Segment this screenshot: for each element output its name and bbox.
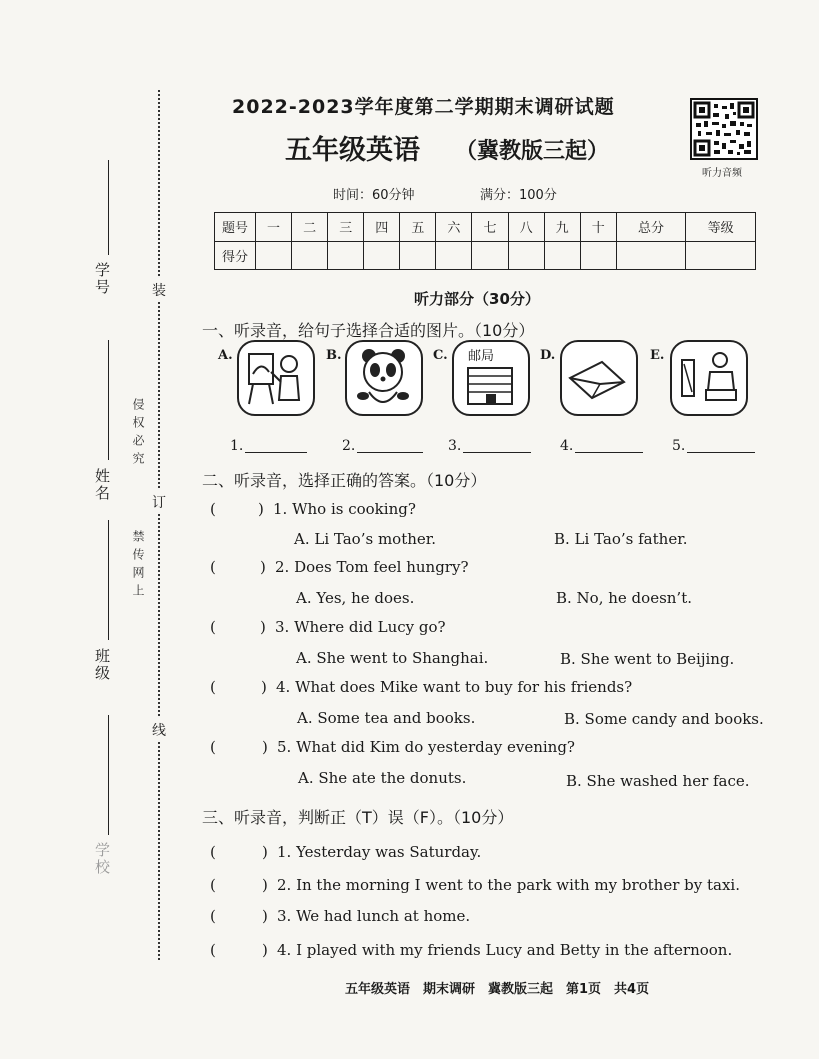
answer-paren-open[interactable]: ( <box>210 558 216 576</box>
table-cell: 八 <box>508 213 544 242</box>
score-input-cell[interactable] <box>400 241 436 270</box>
picture-letter: B. <box>326 348 342 363</box>
class-label: 班级 <box>93 648 111 682</box>
envelope-icon <box>560 340 638 416</box>
score-input-cell[interactable] <box>508 241 544 270</box>
answer-paren-close: ) <box>262 738 268 756</box>
answer-paren-close: ) <box>262 843 268 861</box>
qr-code-icon[interactable] <box>690 98 758 160</box>
section1-heading: 一、听录音，给句子选择合适的图片。（10分） <box>202 321 535 340</box>
table-cell: 二 <box>292 213 328 242</box>
question-text: 2. Does Tom feel hungry? <box>275 558 469 576</box>
picture-letter: D. <box>540 348 556 363</box>
question-text: 4. What does Mike want to buy for his friends? <box>276 678 633 696</box>
answer-paren-open[interactable]: ( <box>210 678 216 696</box>
exam-edition: （冀教版三起） <box>455 139 610 164</box>
answer-number: 4. <box>560 438 574 454</box>
question-text: 5. What did Kim do yesterday evening? <box>277 738 575 756</box>
binding-dotted-line <box>158 90 160 960</box>
table-cell: 一 <box>256 213 292 242</box>
answer-paren-open[interactable]: ( <box>210 941 216 959</box>
picture-letter: E. <box>650 348 665 363</box>
statement-text: 2. In the morning I went to the park with my brother by taxi. <box>277 876 740 894</box>
upload-notice: 禁传网上 <box>131 530 145 602</box>
table-cell: 题号 <box>215 213 256 242</box>
statement-text: 4. I played with my friends Lucy and Betty in the afternoon. <box>277 941 733 959</box>
score-input-cell[interactable] <box>616 241 686 270</box>
answer-blank-5[interactable] <box>687 452 755 453</box>
score-input-cell[interactable] <box>292 241 328 270</box>
section2-heading: 二、听录音，选择正确的答案。（10分） <box>202 471 487 490</box>
table-cell: 等级 <box>686 213 756 242</box>
cut-mark-xian: 线 <box>152 718 166 742</box>
table-cell: 九 <box>544 213 580 242</box>
option-a: A. She went to Shanghai. <box>296 649 489 667</box>
question-text: 3. Where did Lucy go? <box>275 618 446 636</box>
cut-mark-zhuang: 装 <box>152 278 166 302</box>
option-b: B. No, he doesn’t. <box>556 589 692 607</box>
statement-text: 1. Yesterday was Saturday. <box>277 843 482 861</box>
picture-letter: C. <box>433 348 448 363</box>
table-cell: 七 <box>472 213 508 242</box>
answer-blank-3[interactable] <box>463 452 531 453</box>
post-office-caption: 邮局 <box>468 349 495 364</box>
answer-paren-open[interactable]: ( <box>210 738 216 756</box>
answer-paren-close: ) <box>260 618 266 636</box>
answer-paren-open[interactable]: ( <box>210 500 216 518</box>
score-input-cell[interactable] <box>256 241 292 270</box>
option-b: B. She went to Beijing. <box>560 650 735 668</box>
answer-paren-close: ) <box>258 500 264 518</box>
exam-title: 2022-2023学年度第二学期期末调研试题 <box>232 96 615 118</box>
score-input-cell[interactable] <box>328 241 364 270</box>
answer-blank-2[interactable] <box>357 452 423 453</box>
answer-blank-4[interactable] <box>575 452 643 453</box>
answer-paren-open[interactable]: ( <box>210 876 216 894</box>
answer-number: 5. <box>672 438 686 454</box>
cut-mark-ding: 订 <box>152 490 166 514</box>
option-a: A. She ate the donuts. <box>298 769 467 787</box>
score-table-score-row <box>215 241 756 270</box>
school-blank[interactable] <box>108 715 109 835</box>
score-input-cell[interactable] <box>472 241 508 270</box>
score-input-cell[interactable] <box>580 241 616 270</box>
student-id-blank[interactable] <box>108 160 109 255</box>
table-cell: 十 <box>580 213 616 242</box>
answer-paren-close: ) <box>262 941 268 959</box>
listening-part-heading: 听力部分（30分） <box>414 290 540 308</box>
picture-letter: A. <box>218 348 233 363</box>
answer-paren-close: ) <box>261 678 267 696</box>
table-cell: 四 <box>364 213 400 242</box>
score-input-cell[interactable] <box>686 241 756 270</box>
school-label: 学校 <box>93 842 111 876</box>
name-label: 姓名 <box>93 468 111 502</box>
section3-heading: 三、听录音，判断正（T）误（F）。（10分） <box>202 808 514 827</box>
table-cell: 得分 <box>215 241 256 270</box>
statement-text: 3. We had lunch at home. <box>277 907 471 925</box>
qr-caption: 听力音频 <box>702 168 742 179</box>
answer-blank-1[interactable] <box>245 452 307 453</box>
answer-paren-open[interactable]: ( <box>210 843 216 861</box>
student-id-label: 学号 <box>93 262 111 296</box>
exam-full-score: 满分：100分 <box>480 188 557 203</box>
score-input-cell[interactable] <box>544 241 580 270</box>
painter-icon <box>237 340 315 416</box>
score-input-cell[interactable] <box>436 241 472 270</box>
option-b: B. Some candy and books. <box>564 710 764 728</box>
option-b: B. She washed her face. <box>566 772 750 790</box>
page-footer: 五年级英语 期末调研 冀教版三起 第1页 共4页 <box>345 982 650 997</box>
option-a: A. Li Tao’s mother. <box>294 530 437 548</box>
exam-time: 时间：60分钟 <box>333 188 415 203</box>
question-text: 1. Who is cooking? <box>273 500 416 518</box>
exam-subject: 五年级英语 <box>285 135 420 166</box>
score-input-cell[interactable] <box>364 241 400 270</box>
table-cell: 六 <box>436 213 472 242</box>
rights-notice: 侵权必究 <box>131 398 145 470</box>
table-cell: 五 <box>400 213 436 242</box>
answer-paren-close: ) <box>262 907 268 925</box>
table-cell: 总分 <box>616 213 686 242</box>
class-blank[interactable] <box>108 520 109 640</box>
answer-number: 2. <box>342 438 356 454</box>
panda-icon <box>345 340 423 416</box>
answer-paren-close: ) <box>260 558 266 576</box>
answer-paren-open[interactable]: ( <box>210 618 216 636</box>
score-table-header-row <box>215 213 756 242</box>
score-table <box>214 212 756 270</box>
option-a: A. Yes, he does. <box>296 589 415 607</box>
post-office-icon <box>452 340 530 416</box>
table-cell: 三 <box>328 213 364 242</box>
tv-watching-icon <box>670 340 748 416</box>
answer-paren-close: ) <box>262 876 268 894</box>
option-b: B. Li Tao’s father. <box>554 530 688 548</box>
answer-number: 1. <box>230 438 244 454</box>
answer-paren-open[interactable]: ( <box>210 907 216 925</box>
answer-number: 3. <box>448 438 462 454</box>
option-a: A. Some tea and books. <box>297 709 476 727</box>
name-blank[interactable] <box>108 340 109 460</box>
